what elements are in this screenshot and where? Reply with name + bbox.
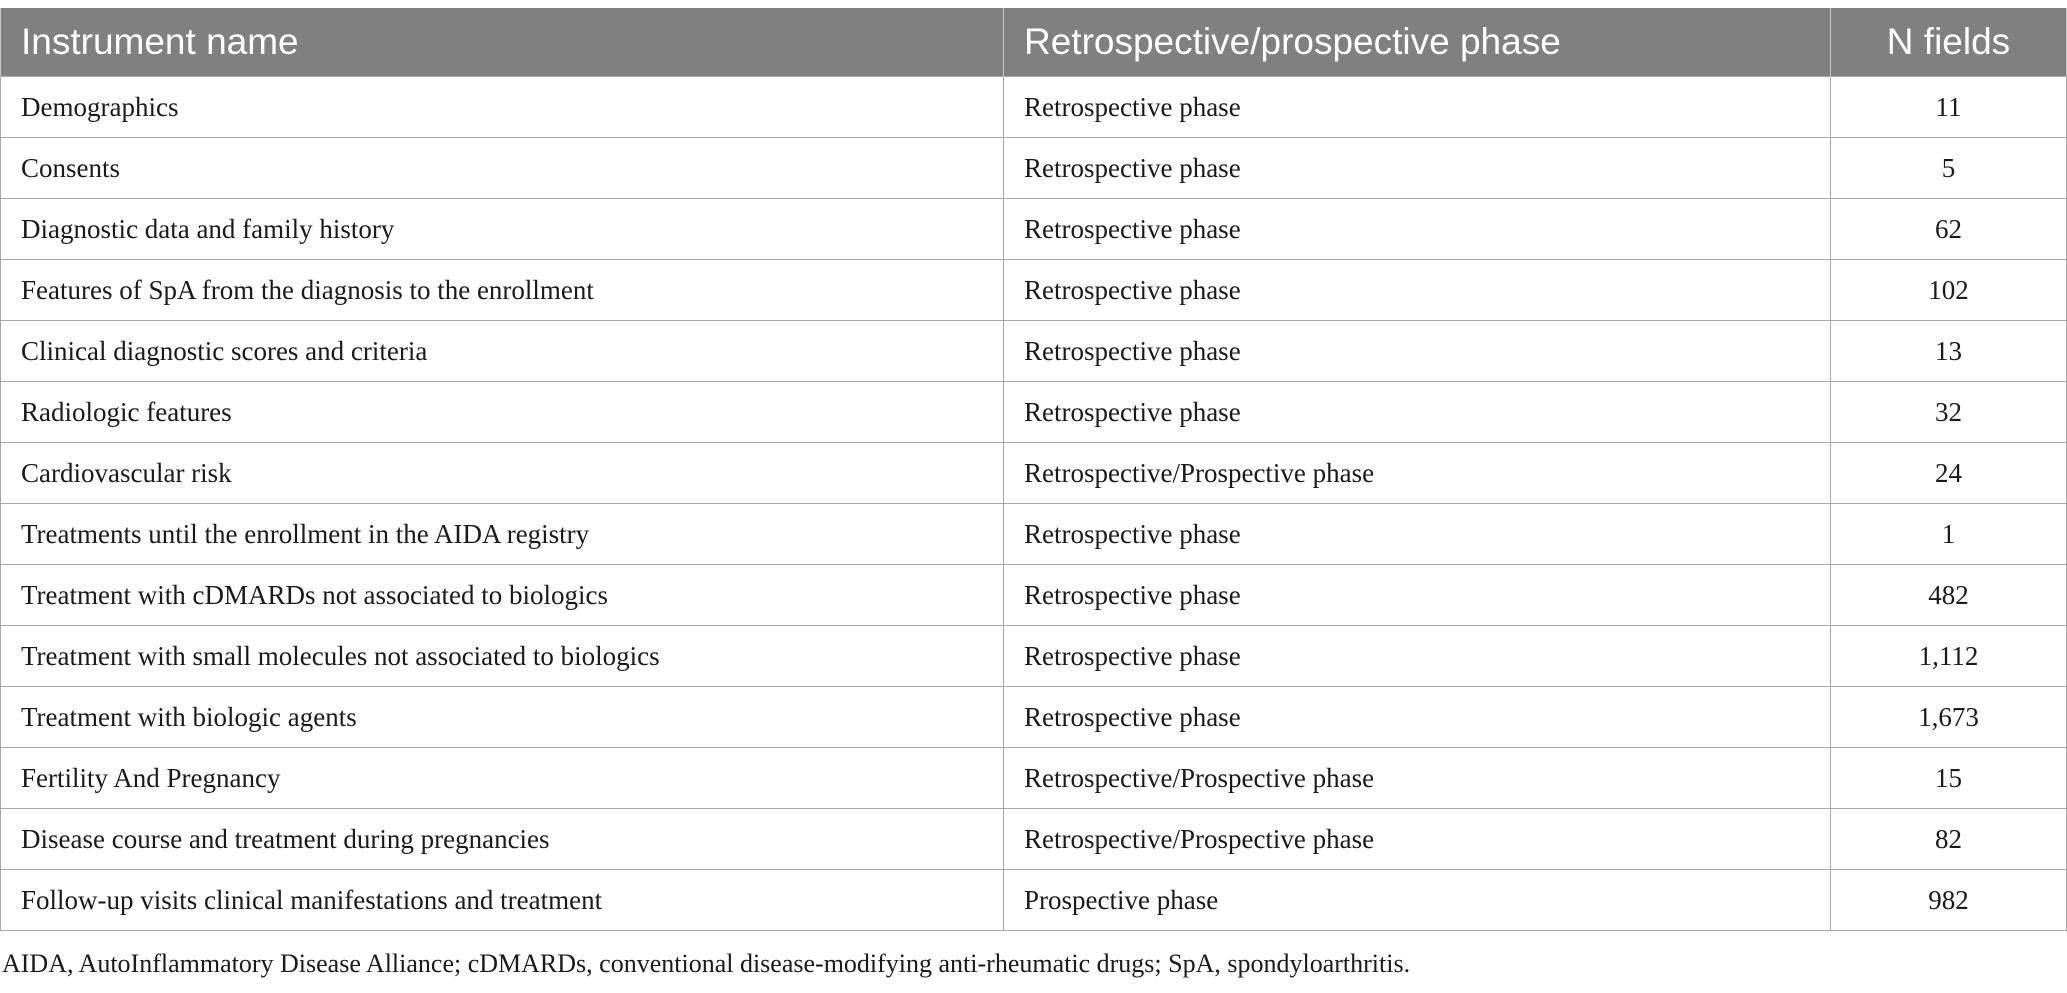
instrument-name-cell: Clinical diagnostic scores and criteria [1,321,1004,382]
phase-cell: Retrospective phase [1004,687,1831,748]
n-fields-cell: 1,673 [1831,687,2067,748]
n-fields-cell: 15 [1831,748,2067,809]
table-row [1,321,2067,382]
header-n-fields: N fields [1831,8,2067,77]
table-row [1,687,2067,748]
instrument-table-container [0,8,2067,931]
n-fields-cell: 11 [1831,77,2067,138]
instrument-name-cell: Fertility And Pregnancy [1,748,1004,809]
table-row [1,77,2067,138]
instrument-name-cell: Radiologic features [1,382,1004,443]
header-phase: Retrospective/prospective phase [1004,8,1831,77]
n-fields-cell: 82 [1831,809,2067,870]
phase-cell: Retrospective phase [1004,138,1831,199]
n-fields-cell: 1,112 [1831,626,2067,687]
table-row [1,260,2067,321]
table-row [1,443,2067,504]
table-row [1,565,2067,626]
table-row [1,382,2067,443]
phase-cell: Retrospective phase [1004,382,1831,443]
instrument-name-cell: Demographics [1,77,1004,138]
table-footnote: AIDA, AutoInflammatory Disease Alliance; cDMARDs, conventional disease-modifying anti-rheumatic drugs; SpA, spondyloarthritis. [2,949,1411,978]
table-row [1,626,2067,687]
n-fields-cell: 5 [1831,138,2067,199]
instrument-name-cell: Disease course and treatment during pregnancies [1,809,1004,870]
table-row [1,748,2067,809]
instrument-name-cell: Diagnostic data and family history [1,199,1004,260]
instrument-name-cell: Cardiovascular risk [1,443,1004,504]
phase-cell: Retrospective phase [1004,77,1831,138]
n-fields-cell: 482 [1831,565,2067,626]
n-fields-cell: 24 [1831,443,2067,504]
instrument-name-cell: Consents [1,138,1004,199]
n-fields-cell: 32 [1831,382,2067,443]
n-fields-cell: 982 [1831,870,2067,931]
phase-cell: Retrospective/Prospective phase [1004,748,1831,809]
instrument-name-cell: Treatment with small molecules not associated to biologics [1,626,1004,687]
phase-cell: Retrospective/Prospective phase [1004,809,1831,870]
phase-cell: Prospective phase [1004,870,1831,931]
phase-cell: Retrospective phase [1004,626,1831,687]
n-fields-cell: 13 [1831,321,2067,382]
phase-cell: Retrospective phase [1004,504,1831,565]
phase-cell: Retrospective phase [1004,565,1831,626]
phase-cell: Retrospective phase [1004,321,1831,382]
n-fields-cell: 1 [1831,504,2067,565]
instrument-name-cell: Treatments until the enrollment in the AIDA registry [1,504,1004,565]
table-row [1,199,2067,260]
n-fields-cell: 62 [1831,199,2067,260]
instrument-table [0,8,2067,931]
instrument-name-cell: Treatment with biologic agents [1,687,1004,748]
table-row [1,809,2067,870]
table-row [1,504,2067,565]
table-row [1,870,2067,931]
table-header-row [1,8,2067,77]
n-fields-cell: 102 [1831,260,2067,321]
table-row [1,138,2067,199]
instrument-name-cell: Follow-up visits clinical manifestations and treatment [1,870,1004,931]
header-instrument-name: Instrument name [1,8,1004,77]
instrument-name-cell: Treatment with cDMARDs not associated to biologics [1,565,1004,626]
phase-cell: Retrospective/Prospective phase [1004,443,1831,504]
phase-cell: Retrospective phase [1004,260,1831,321]
instrument-name-cell: Features of SpA from the diagnosis to the enrollment [1,260,1004,321]
phase-cell: Retrospective phase [1004,199,1831,260]
